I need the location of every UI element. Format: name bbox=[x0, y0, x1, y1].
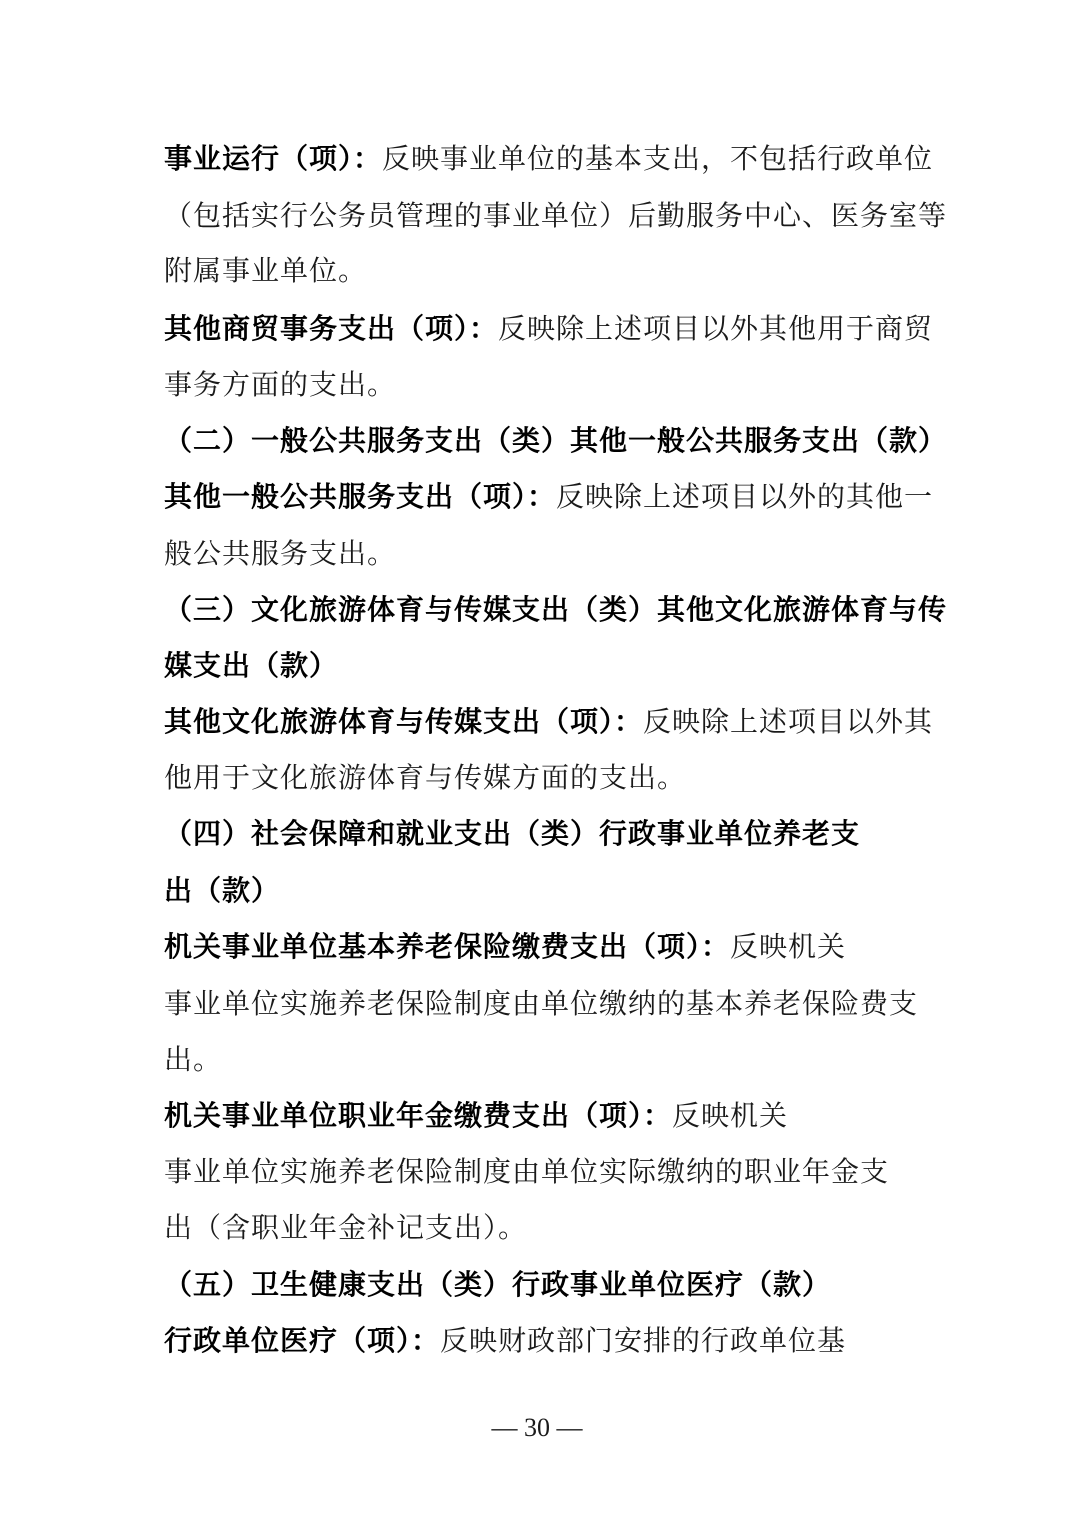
text-line bbox=[164, 702, 933, 742]
text-line bbox=[164, 309, 933, 349]
line-heading: （五）卫生健康支出（类）行政事业单位医疗（款） bbox=[164, 1268, 832, 1301]
text-line bbox=[164, 421, 947, 461]
line-body: 附属事业单位。 bbox=[164, 254, 368, 287]
text-line bbox=[164, 477, 933, 517]
line-heading: 机关事业单位职业年金缴费支出（项）： bbox=[164, 1099, 673, 1132]
line-body: 反映财政部门安排的行政单位基 bbox=[440, 1324, 847, 1357]
text-line bbox=[164, 814, 860, 854]
line-body: 出。 bbox=[164, 1043, 223, 1076]
line-body: 他用于文化旅游体育与传媒方面的支出。 bbox=[164, 761, 687, 794]
text-line bbox=[164, 646, 338, 686]
text-line bbox=[164, 1096, 788, 1136]
line-heading: 媒支出（款） bbox=[164, 649, 339, 682]
page-number: — 30 — bbox=[491, 1413, 583, 1442]
text-line bbox=[164, 1321, 846, 1361]
line-body: 反映除上述项目以外其他用于商贸 bbox=[498, 312, 934, 345]
text-line bbox=[164, 1040, 222, 1080]
text-line bbox=[164, 534, 396, 574]
line-body: 反映除上述项目以外其 bbox=[643, 705, 934, 738]
line-heading: （三）文化旅游体育与传媒支出（类）其他文化旅游体育与传 bbox=[164, 593, 948, 626]
line-body: 事业单位实施养老保险制度由单位实际缴纳的职业年金支 bbox=[164, 1155, 890, 1188]
line-heading: 行政单位医疗（项）： bbox=[164, 1324, 441, 1357]
line-body: 反映机关 bbox=[672, 1099, 789, 1132]
line-body: 事务方面的支出。 bbox=[164, 368, 397, 401]
line-body: 事业单位实施养老保险制度由单位缴纳的基本养老保险费支 bbox=[164, 987, 919, 1020]
text-line bbox=[164, 251, 367, 291]
line-heading: （二）一般公共服务支出（类）其他一般公共服务支出（款） bbox=[164, 424, 948, 457]
text-line bbox=[164, 1208, 527, 1248]
text-line bbox=[164, 927, 846, 967]
line-heading: （四）社会保障和就业支出（类）行政事业单位养老支 bbox=[164, 817, 861, 850]
text-line bbox=[164, 139, 933, 179]
line-heading: 其他一般公共服务支出（项）： bbox=[164, 480, 557, 513]
line-body: （包括实行公务员管理的事业单位）后勤服务中心、医务室等 bbox=[164, 199, 948, 232]
line-body: 反映除上述项目以外的其他一 bbox=[556, 480, 934, 513]
line-body: 般公共服务支出。 bbox=[164, 537, 397, 570]
text-line bbox=[164, 365, 396, 405]
line-heading: 机关事业单位基本养老保险缴费支出（项）： bbox=[164, 930, 731, 963]
line-heading: 其他商贸事务支出（项）： bbox=[164, 312, 499, 345]
line-body: 反映事业单位的基本支出，不包括行政单位 bbox=[382, 142, 934, 175]
text-line bbox=[164, 1265, 831, 1305]
text-line bbox=[164, 196, 947, 236]
line-heading: 其他文化旅游体育与传媒支出（项）： bbox=[164, 705, 644, 738]
text-line bbox=[164, 590, 947, 630]
line-heading: 事业运行（项）： bbox=[164, 142, 383, 175]
line-body: 出（含职业年金补记支出）。 bbox=[164, 1211, 528, 1244]
line-heading: 出（款） bbox=[164, 874, 281, 907]
text-line bbox=[164, 984, 918, 1024]
text-line bbox=[164, 1152, 889, 1192]
line-body: 反映机关 bbox=[730, 930, 847, 963]
text-line bbox=[164, 758, 686, 798]
text-line bbox=[164, 871, 280, 911]
